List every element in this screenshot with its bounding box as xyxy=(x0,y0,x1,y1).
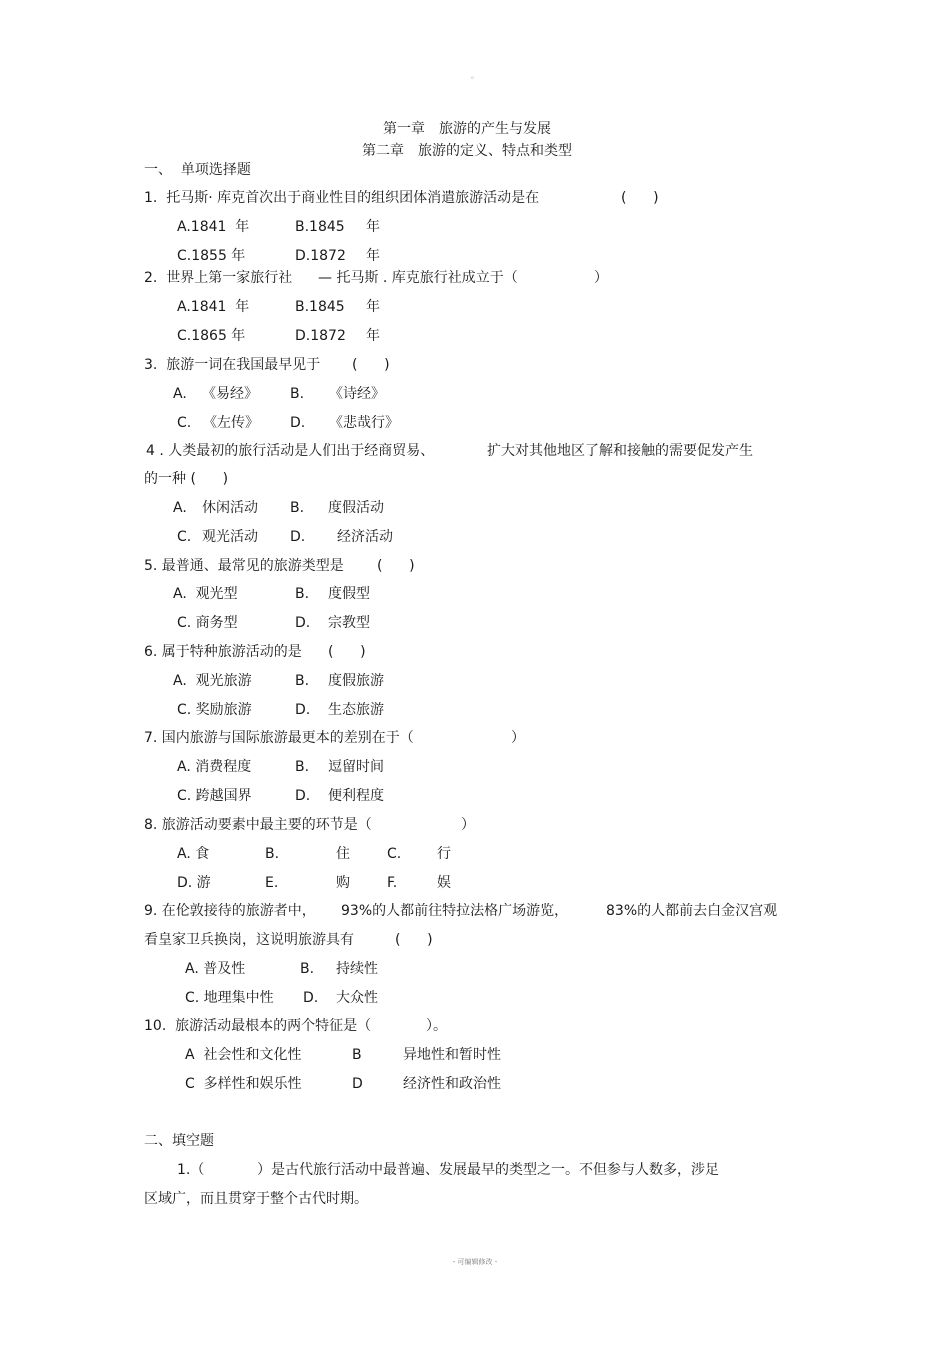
question-6-option: C. 奖励旅游 xyxy=(177,702,252,718)
question-1-option: B.1845 xyxy=(295,219,345,235)
question-10-option: A 社会性和文化性 xyxy=(185,1047,302,1063)
question-5-option: B. xyxy=(295,586,310,602)
question-4-option: 经济活动 xyxy=(337,529,393,545)
question-4-stem: 扩大对其他地区了解和接触的需要促发产生 xyxy=(487,443,753,459)
question-8-option: D. 游 xyxy=(177,875,211,891)
question-10-option: 异地性和暂时性 xyxy=(403,1047,501,1063)
question-4-option: D. xyxy=(290,529,306,545)
question-4-option: 休闲活动 xyxy=(202,500,258,516)
question-6-option: 度假旅游 xyxy=(328,673,384,689)
question-1-option: D.1872 xyxy=(295,248,346,264)
question-5-option: C. 商务型 xyxy=(177,615,238,631)
question-3-option: 《悲哉行》 xyxy=(329,415,399,431)
question-10-option: D xyxy=(352,1076,363,1092)
question-8-option: 娱 xyxy=(437,875,451,891)
page-footer: - 可编辑修改 - xyxy=(452,1258,498,1266)
question-9-option: C. 地理集中性 xyxy=(185,990,274,1006)
question-2-option: C.1865 年 xyxy=(177,328,246,344)
fill-1-text: ）是古代旅行活动中最普遍、发展最早的类型之一。不但参与人数多，涉足 xyxy=(257,1162,719,1178)
question-9-stem: 93%的人都前往特拉法格广场游览， xyxy=(341,903,569,919)
question-8-option: F. xyxy=(387,875,398,891)
question-7-blank: ） xyxy=(511,730,525,746)
question-9-blank: ( ) xyxy=(395,932,433,948)
question-3-option: D. xyxy=(290,415,306,431)
question-7-option: B. xyxy=(295,759,310,775)
question-6-option: A. 观光旅游 xyxy=(173,673,252,689)
question-7-option: A. 消费程度 xyxy=(177,759,252,775)
question-3-option: 《诗经》 xyxy=(329,386,385,402)
question-10-option: 经济性和政治性 xyxy=(403,1076,501,1092)
question-4-option: 度假活动 xyxy=(328,500,384,516)
question-3-option: A. xyxy=(173,386,187,402)
question-1-option: C.1855 年 xyxy=(177,248,246,264)
question-9-option: 持续性 xyxy=(336,961,378,977)
question-4-option: 观光活动 xyxy=(202,529,258,545)
question-9-option: B. xyxy=(300,961,315,977)
question-10-option: B xyxy=(352,1047,362,1063)
section-heading-fill: 二、填空题 xyxy=(144,1133,214,1149)
question-5-blank: ( ) xyxy=(377,558,415,574)
question-3-blank: ( ) xyxy=(352,357,390,373)
chapter-title-1: 第一章 旅游的产生与发展 xyxy=(383,121,551,137)
question-10-blank: ）。 xyxy=(426,1018,447,1034)
question-1-option: A.1841 年 xyxy=(177,219,250,235)
question-9-stem: 83%的人都前去白金汉宫观 xyxy=(606,903,778,919)
question-2-blank: ） xyxy=(594,270,608,286)
question-1-stem: 1. 托马斯· 库克首次出于商业性目的组织团体消遣旅游活动是在 xyxy=(144,190,540,206)
question-4-stem: 4 . 人类最初的旅行活动是人们出于经商贸易、 xyxy=(146,443,435,459)
question-9-option: D. xyxy=(303,990,319,1006)
question-8-option: 购 xyxy=(336,875,350,891)
question-6-blank: ( ) xyxy=(328,644,366,660)
question-3-option: C. xyxy=(177,415,192,431)
question-2-option: D.1872 xyxy=(295,328,346,344)
question-8-option: 住 xyxy=(336,846,350,862)
question-7-option: D. xyxy=(295,788,311,804)
question-7-option: 逗留时间 xyxy=(328,759,384,775)
question-2-stem: 2. 世界上第一家旅行社 xyxy=(144,270,293,286)
question-9-stem: 看皇家卫兵换岗，这说明旅游具有 xyxy=(144,932,354,948)
question-9-option: 大众性 xyxy=(336,990,378,1006)
question-7-stem: 7. 国内旅游与国际旅游最更本的差别在于（ xyxy=(144,730,414,746)
question-10-option: C 多样性和娱乐性 xyxy=(185,1076,302,1092)
question-5-option: A. 观光型 xyxy=(173,586,238,602)
fill-1-text: 区域广，而且贯穿于整个古代时期。 xyxy=(144,1191,368,1207)
question-7-option: 便利程度 xyxy=(328,788,384,804)
fill-1-lead: 1.（ xyxy=(177,1162,205,1178)
question-5-stem: 5. 最普通、最常见的旅游类型是 xyxy=(144,558,344,574)
question-8-option: E. xyxy=(265,875,279,891)
question-3-stem: 3. 旅游一词在我国最早见于 xyxy=(144,357,321,373)
question-8-stem: 8. 旅游活动要素中最主要的环节是（ xyxy=(144,817,372,833)
question-10-stem: 10. 旅游活动最根本的两个特征是（ xyxy=(144,1018,372,1034)
question-5-option: D. xyxy=(295,615,311,631)
question-3-option: 《易经》 xyxy=(202,386,258,402)
question-8-blank: ） xyxy=(461,817,475,833)
question-2-option: B.1845 xyxy=(295,299,345,315)
question-5-option: 度假型 xyxy=(328,586,370,602)
question-6-option: B. xyxy=(295,673,310,689)
question-6-option: D. xyxy=(295,702,311,718)
section-heading-choice: 一、 单项选择题 xyxy=(144,162,251,178)
question-2-option: A.1841 年 xyxy=(177,299,250,315)
question-1-option: 年 xyxy=(366,248,380,264)
question-4-option: A. xyxy=(173,500,187,516)
question-8-option: 行 xyxy=(437,846,451,862)
header-mark: 。 xyxy=(471,71,479,80)
question-9-stem: 9. 在伦敦接待的旅游者中， xyxy=(144,903,316,919)
question-2-option: 年 xyxy=(366,299,380,315)
question-4-stem: 的一种 ( ) xyxy=(144,471,229,487)
question-7-option: C. 跨越国界 xyxy=(177,788,252,804)
question-1-option: 年 xyxy=(366,219,380,235)
question-8-option: B. xyxy=(265,846,280,862)
question-5-option: 宗教型 xyxy=(328,615,370,631)
question-3-option: 《左传》 xyxy=(203,415,259,431)
question-8-option: C. xyxy=(387,846,402,862)
question-2-option: 年 xyxy=(366,328,380,344)
question-2-stem: — 托马斯 . 库克旅行社成立于（ xyxy=(318,270,518,286)
question-4-option: C. xyxy=(177,529,192,545)
question-6-option: 生态旅游 xyxy=(328,702,384,718)
chapter-title-2: 第二章 旅游的定义、特点和类型 xyxy=(362,143,572,159)
question-8-option: A. 食 xyxy=(177,846,210,862)
question-6-stem: 6. 属于特种旅游活动的是 xyxy=(144,644,302,660)
question-9-option: A. 普及性 xyxy=(185,961,246,977)
question-1-blank: ( ) xyxy=(621,190,659,206)
question-4-option: B. xyxy=(290,500,305,516)
question-3-option: B. xyxy=(290,386,305,402)
